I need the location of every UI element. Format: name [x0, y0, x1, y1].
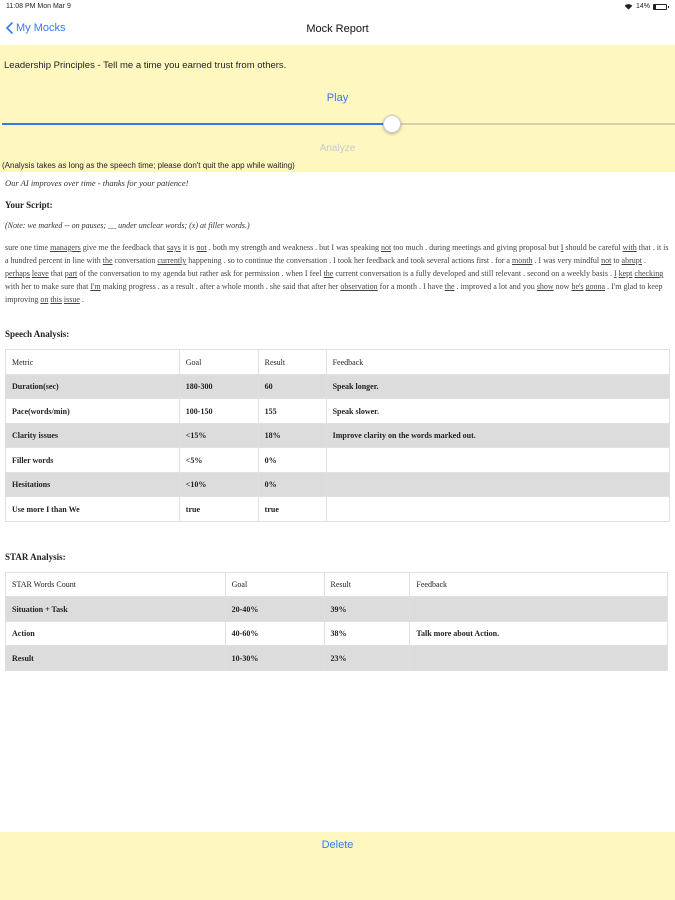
table-header-row: [6, 350, 670, 375]
table-row: [6, 597, 668, 622]
table-header-row: [6, 572, 668, 597]
control-panel: [0, 45, 675, 172]
table-cell: 38%: [324, 621, 410, 646]
table-cell: <5%: [179, 448, 258, 473]
table-cell: [410, 646, 668, 671]
unclear-word: I: [613, 269, 617, 279]
column-header: STAR Words Count: [6, 572, 226, 597]
table-cell: [326, 448, 669, 473]
unclear-word: month: [511, 256, 533, 266]
script-segment: give me the feedback that: [80, 243, 167, 252]
script-segment: . both my strength and weakness . but I was speaking: [206, 243, 381, 252]
script-segment: happening . so to continue the conversation . I took her feedback and took several actions first . for a: [186, 256, 512, 266]
unclear-word: not: [380, 243, 392, 252]
unclear-word: managers: [50, 243, 81, 252]
report-content: [5, 178, 670, 671]
script-segment: conversation: [112, 256, 158, 266]
unclear-word: says: [166, 243, 181, 252]
unclear-word: abrupt: [621, 256, 642, 266]
table-cell: Improve clarity on the words marked out.: [326, 423, 669, 448]
table-row: [6, 448, 670, 473]
table-row: [6, 621, 668, 646]
table-cell: <15%: [179, 423, 258, 448]
column-header: Result: [324, 572, 410, 597]
script-segment: for a month . I have: [377, 282, 445, 292]
table-cell: Talk more about Action.: [410, 621, 668, 646]
unclear-word: perhaps: [5, 269, 30, 279]
column-header: Goal: [179, 350, 258, 375]
table-row: [6, 646, 668, 671]
status-indicators: [624, 3, 667, 10]
table-cell: [410, 597, 668, 622]
analysis-note: (Analysis takes as long as the speech time; please don't quit the app while waiting): [2, 161, 295, 170]
table-cell: 10-30%: [225, 646, 324, 671]
unclear-word: the: [323, 269, 334, 279]
star-analysis-table: [5, 572, 668, 671]
table-cell: Hesitations: [6, 472, 180, 497]
playback-slider-thumb[interactable]: [383, 115, 401, 133]
script-segment: . I was very mindful: [532, 256, 602, 266]
table-cell: 60: [258, 374, 326, 399]
script-segment: current conversation is a fully developed and still relevant . second on a weekly basis .: [333, 269, 614, 279]
script-legend: (Note: we marked -- on pauses; __ under unclear words; (x) at filler words.): [5, 221, 250, 230]
table-cell: <10%: [179, 472, 258, 497]
unclear-word: the: [102, 256, 113, 266]
script-segment: making progress . as a result . after a whole month . she said that after her: [100, 282, 341, 292]
script-segment: too much . during meetings and giving proposal but: [391, 243, 561, 252]
table-cell: true: [258, 497, 326, 522]
script-segment: .: [79, 295, 84, 305]
unclear-word: he's: [571, 282, 584, 292]
script-text: [5, 241, 670, 306]
unclear-word: gonna: [585, 282, 606, 292]
status-bar: [0, 0, 675, 14]
star-analysis-heading: STAR Analysis:: [5, 551, 66, 562]
table-cell: Filler words: [6, 448, 180, 473]
wifi-icon: [624, 4, 633, 10]
script-segment: with her to make sure that: [5, 282, 91, 292]
script-segment: that . it is a hundred percent in line with: [5, 243, 669, 266]
table-row: [6, 472, 670, 497]
table-row: [6, 423, 670, 448]
speech-analysis-heading: Speech Analysis:: [5, 329, 70, 340]
unclear-word: this: [50, 295, 62, 305]
ai-note: Our AI improves over time - thanks for your patience!: [5, 178, 189, 188]
script-segment: that: [48, 269, 65, 279]
unclear-word: not: [601, 256, 612, 266]
table-cell: [326, 497, 669, 522]
unclear-word: issue: [63, 295, 80, 305]
table-row: [6, 399, 670, 424]
playback-slider-fill: [2, 123, 392, 125]
unclear-word: on: [40, 295, 49, 305]
column-header: Feedback: [326, 350, 669, 375]
table-cell: 180-300: [179, 374, 258, 399]
table-cell: 0%: [258, 448, 326, 473]
unclear-word: checking: [634, 269, 664, 279]
back-button-label: My Mocks: [16, 22, 66, 34]
delete-button[interactable]: Delete: [321, 839, 354, 851]
unclear-word: not: [196, 243, 207, 252]
script-segment: sure one time: [5, 243, 51, 252]
status-time: 11:08 PM Mon Mar 9: [6, 3, 71, 10]
script-segment: should be careful: [563, 243, 623, 252]
script-segment: . improved a lot and you: [454, 282, 537, 292]
unclear-word: kept: [618, 269, 633, 279]
column-header: Goal: [225, 572, 324, 597]
table-cell: Clarity issues: [6, 423, 180, 448]
unclear-word: I: [560, 243, 564, 252]
unclear-word: observation: [340, 282, 378, 292]
table-cell: true: [179, 497, 258, 522]
table-cell: Pace(words/min): [6, 399, 180, 424]
table-cell: Speak slower.: [326, 399, 669, 424]
column-header: Metric: [6, 350, 180, 375]
unclear-word: leave: [31, 269, 49, 279]
column-header: Feedback: [410, 572, 668, 597]
table-cell: Speak longer.: [326, 374, 669, 399]
table-cell: 18%: [258, 423, 326, 448]
page-title: Mock Report: [306, 23, 369, 35]
table-cell: 0%: [258, 472, 326, 497]
table-cell: Situation + Task: [6, 597, 226, 622]
table-cell: 100-150: [179, 399, 258, 424]
battery-icon: [653, 4, 667, 10]
column-header: Result: [258, 350, 326, 375]
script-segment: now: [553, 282, 572, 292]
table-cell: Result: [6, 646, 226, 671]
table-cell: 155: [258, 399, 326, 424]
table-row: [6, 497, 670, 522]
bottom-bar: [0, 832, 675, 900]
script-heading: Your Script:: [5, 200, 53, 210]
question-text: Leadership Principles - Tell me a time you earned trust from others.: [4, 60, 287, 71]
table-cell: Action: [6, 621, 226, 646]
script-segment: to: [611, 256, 622, 266]
table-cell: [326, 472, 669, 497]
unclear-word: the: [444, 282, 455, 292]
script-segment: . I'm glad to keep improving: [5, 282, 663, 305]
table-cell: 20-40%: [225, 597, 324, 622]
table-cell: Duration(sec): [6, 374, 180, 399]
analyze-button[interactable]: Analyze: [319, 143, 356, 154]
table-cell: 23%: [324, 646, 410, 671]
unclear-word: currently: [157, 256, 187, 266]
table-cell: 40-60%: [225, 621, 324, 646]
script-segment: of the conversation to my agenda but rather ask for permission . when I feel: [77, 269, 324, 279]
unclear-word: part: [64, 269, 78, 279]
play-button[interactable]: Play: [326, 92, 349, 104]
unclear-word: I'm: [90, 282, 101, 292]
battery-percent: 14%: [635, 3, 650, 10]
script-segment: it is: [180, 243, 197, 252]
unclear-word: show: [536, 282, 554, 292]
script-segment: .: [641, 256, 646, 266]
table-cell: Use more I than We: [6, 497, 180, 522]
table-row: [6, 374, 670, 399]
speech-analysis-table: [5, 349, 670, 522]
unclear-word: with: [622, 243, 637, 252]
navigation-bar: [0, 14, 675, 45]
table-cell: 39%: [324, 597, 410, 622]
